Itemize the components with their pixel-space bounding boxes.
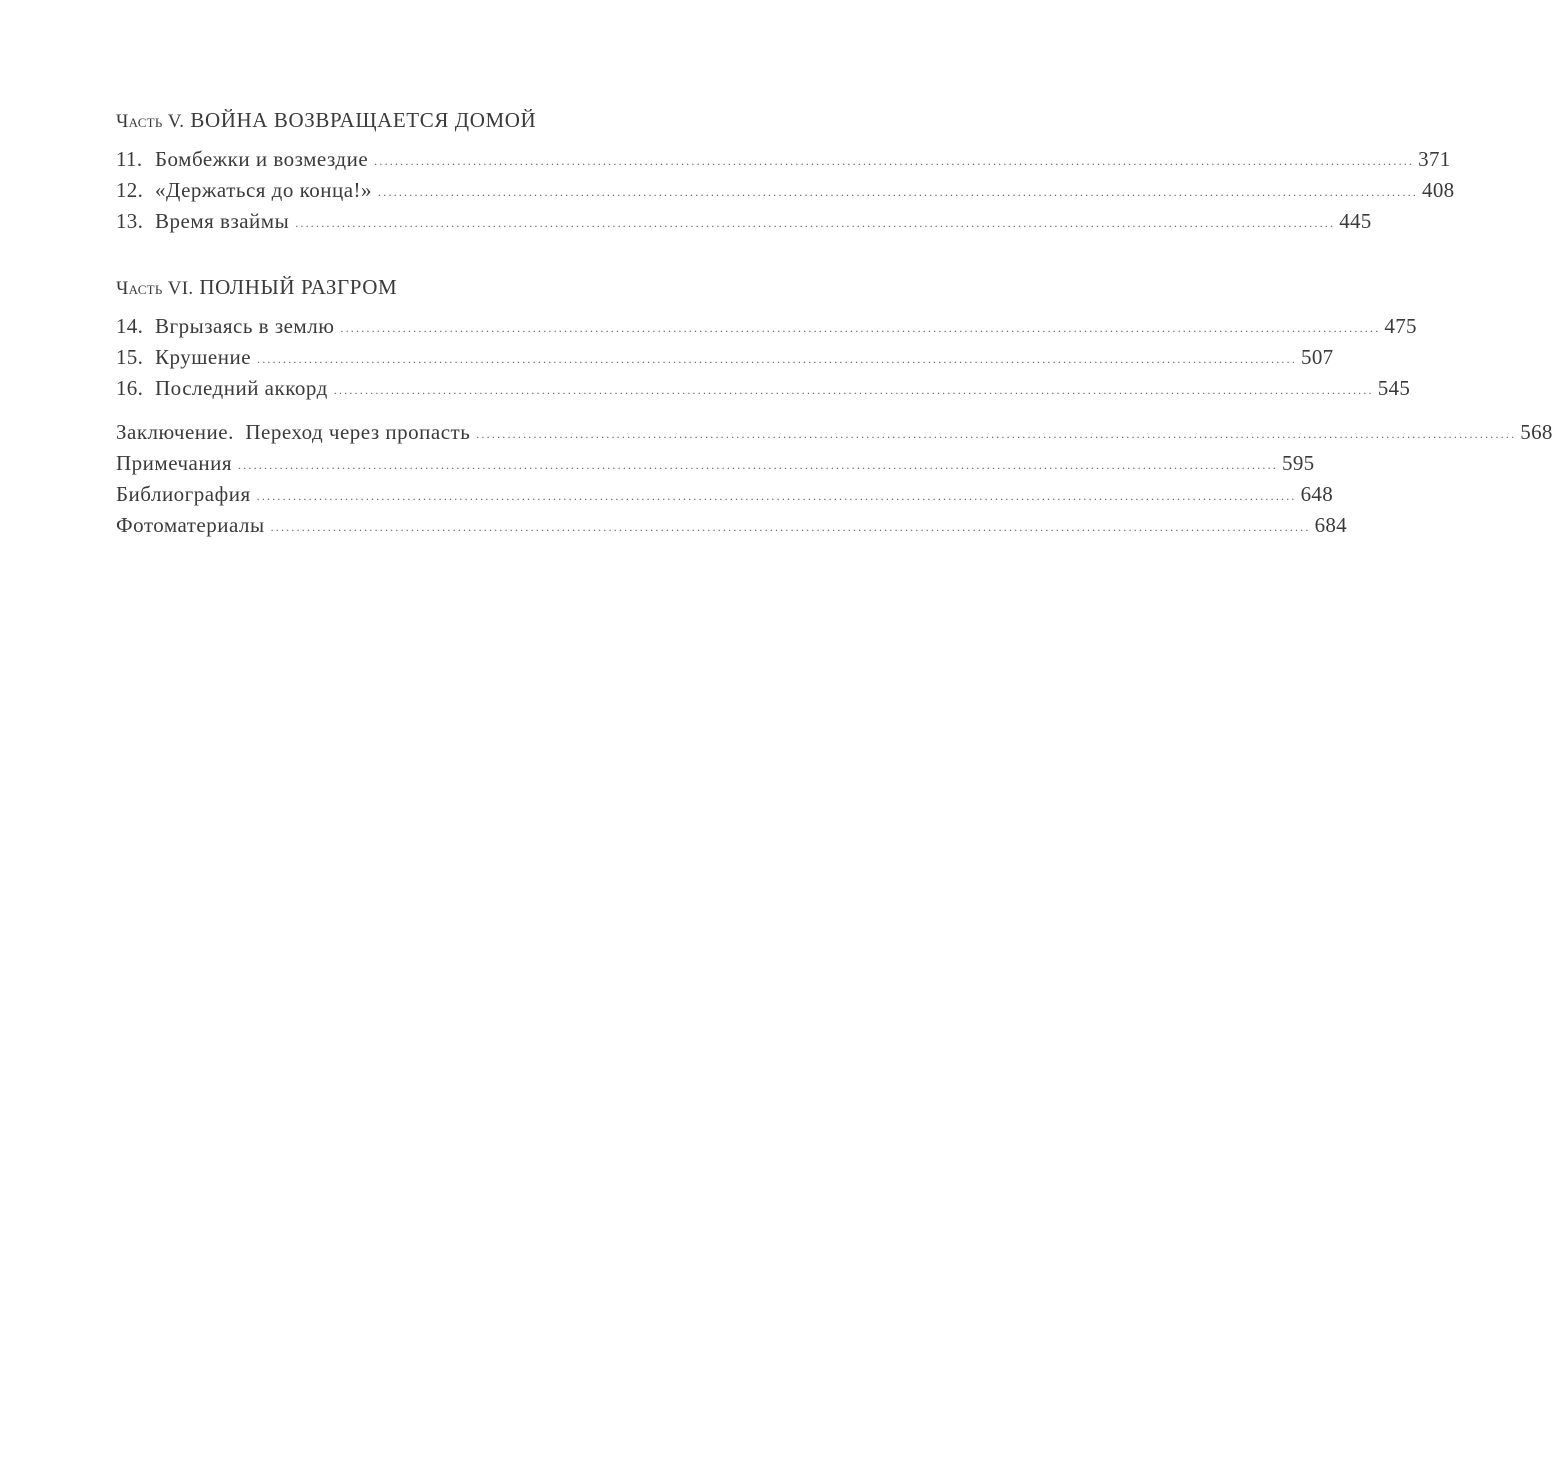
chapter-title: Бомбежки и возмездие <box>155 147 369 171</box>
entry-title: Заключение. Переход через пропасть <box>116 420 471 444</box>
part-label: Часть V. <box>116 111 185 132</box>
page-number: 648 <box>1300 482 1334 506</box>
chapter-number: 14. <box>116 314 144 338</box>
page-number: 545 <box>1377 376 1411 400</box>
part-title: ПОЛНЫЙ РАЗГРОМ <box>199 275 398 299</box>
chapter-title: «Держаться до конца!» <box>155 178 373 202</box>
dot-leader: ........................................................................................................................................................................................................ <box>238 458 1279 472</box>
toc-entry[interactable] <box>116 175 1455 206</box>
page-number: 445 <box>1339 209 1372 233</box>
page-number: 475 <box>1384 314 1417 338</box>
page-number: 684 <box>1314 513 1347 537</box>
dot-leader: ........................................................................................................................................................................................................ <box>378 185 1419 199</box>
page-number: 408 <box>1422 178 1455 202</box>
section-spacer <box>116 237 896 271</box>
toc-entry[interactable] <box>116 448 1315 479</box>
chapter-list <box>116 311 1417 404</box>
dot-leader: ........................................................................................................................................................................................................ <box>476 427 1517 441</box>
dot-leader: ........................................................................................................................................................................................................ <box>333 383 1374 397</box>
toc-entry[interactable] <box>116 417 1553 448</box>
toc-entry[interactable] <box>116 342 1334 373</box>
toc-entry[interactable] <box>116 206 1372 237</box>
table-of-contents <box>116 104 1553 541</box>
page-number: 568 <box>1520 420 1553 444</box>
part-title: ВОЙНА ВОЗВРАЩАЕТСЯ ДОМОЙ <box>190 108 537 132</box>
page-number: 507 <box>1301 345 1334 369</box>
chapter-list <box>116 144 1455 237</box>
toc-entry[interactable] <box>116 510 1347 541</box>
toc-entry[interactable] <box>116 479 1334 510</box>
chapter-number: 15. <box>116 345 144 369</box>
dot-leader: ........................................................................................................................................................................................................ <box>256 489 1297 503</box>
dot-leader: ........................................................................................................................................................................................................ <box>257 352 1298 366</box>
toc-entry[interactable] <box>116 144 1451 175</box>
chapter-number: 13. <box>116 209 144 233</box>
chapter-number: 16. <box>116 376 144 400</box>
backmatter-list <box>116 417 1553 541</box>
entry-title: Примечания <box>116 451 233 475</box>
chapter-title: Последний аккорд <box>155 376 328 400</box>
part-heading <box>116 104 896 138</box>
part-heading <box>116 271 896 305</box>
chapter-title: Крушение <box>155 345 252 369</box>
part-label: Часть VI. <box>116 278 194 299</box>
toc-entry[interactable] <box>116 311 1417 342</box>
dot-leader: ........................................................................................................................................................................................................ <box>270 520 1311 534</box>
chapter-title: Время взаймы <box>155 209 290 233</box>
toc-entry[interactable] <box>116 373 1411 404</box>
chapter-title: Вгрызаясь в землю <box>155 314 335 338</box>
page-number: 371 <box>1418 147 1451 171</box>
page-number: 595 <box>1282 451 1315 475</box>
dot-leader: ........................................................................................................................................................................................................ <box>374 154 1415 168</box>
section-spacer <box>116 404 896 417</box>
dot-leader: ........................................................................................................................................................................................................ <box>340 321 1381 335</box>
chapter-number: 12. <box>116 178 144 202</box>
entry-title: Библиография <box>116 482 251 506</box>
entry-title: Фотоматериалы <box>116 513 265 537</box>
dot-leader: ........................................................................................................................................................................................................ <box>295 216 1336 230</box>
chapter-number: 11. <box>116 147 143 171</box>
